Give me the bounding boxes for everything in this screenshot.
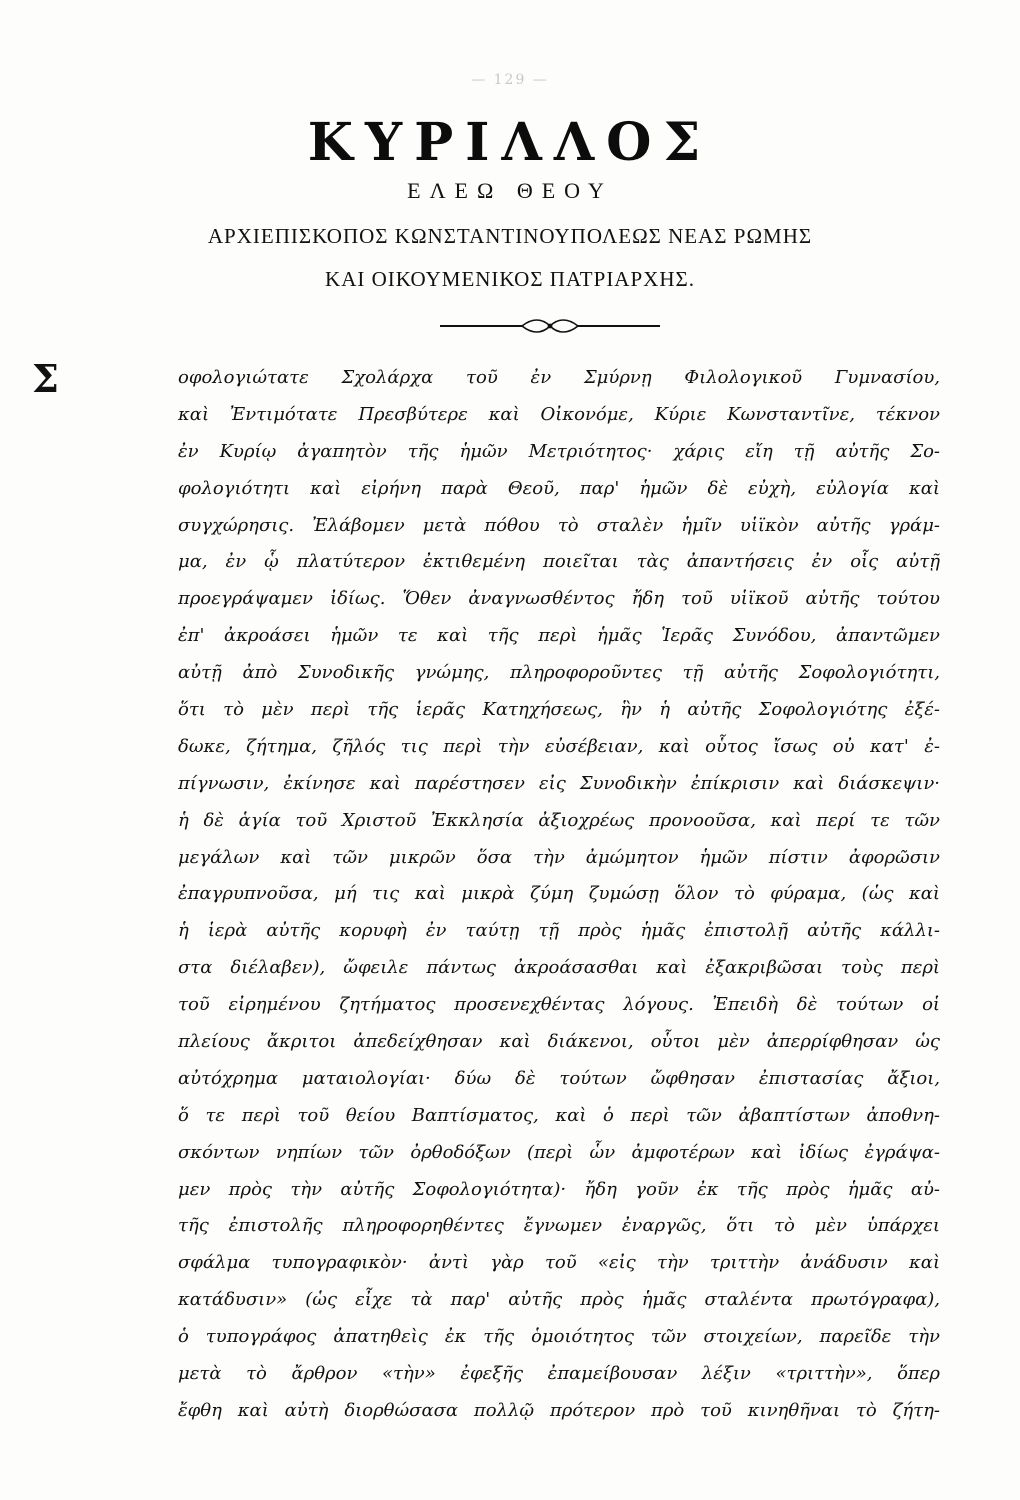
- drop-cap-initial: Σ: [32, 356, 59, 401]
- text-line: προεγράψαμεν ἰδίως. Ὅθεν ἀναγνωσθέντος ἤδη τοῦ υἱϊκοῦ αὐτῆς τούτου: [178, 588, 940, 610]
- text-line: δωκε, ζήτημα, ζῆλός τις περὶ τὴν εὐσέβειαν, καὶ οὗτος ἴσως οὐ κατ' ἐ-: [178, 735, 940, 757]
- text-line: μα, ἐν ᾧ πλατύτερον ἐκτιθεμένη ποιεῖται τὰς ἀπαντήσεις ἐν οἷς αὐτῇ: [178, 551, 940, 573]
- text-line: αὐτῇ ἀπὸ Συνοδικῆς γνώμης, πληροφοροῦντες τῇ αὐτῆς Σοφολογιότητι,: [178, 662, 940, 684]
- text-line: τῆς ἐπιστολῆς πληροφορηθέντες ἔγνωμεν ἐναργῶς, ὅτι τὸ μὲν ὑπάρχει: [178, 1215, 940, 1237]
- text-line: συγχώρησις. Ἐλάβομεν μετὰ πόθου τὸ σταλὲν ἡμῖν υἱϊκὸν αὐτῆς γράμ-: [178, 514, 940, 536]
- text-line: ὅ τε περὶ τοῦ θείου Βαπτίσματος, καὶ ὁ περὶ τῶν ἀβαπτίστων ἀποθνη-: [178, 1104, 940, 1126]
- text-line: ἐπαγρυπνοῦσα, μή τις καὶ μικρὰ ζύμη ζυμώσῃ ὅλον τὸ φύραμα, (ὡς καὶ: [178, 883, 940, 905]
- text-line: κατάδυσιν» (ὡς εἶχε τὰ παρ' αὐτῆς πρὸς ἡμᾶς σταλέντα πρωτόγραφα),: [178, 1289, 940, 1311]
- text-line: ὁ τυπογράφος ἀπατηθεὶς ἐκ τῆς ὁμοιότητος τῶν στοιχείων, παρεῖδε τὴν: [178, 1326, 940, 1348]
- heading-line-2: ΚΑΙ ΟΙΚΟΥΜΕΝΙΚΟΣ ΠΑΤΡΙΑΡΧΗΣ.: [325, 267, 695, 291]
- text-line: τοῦ εἰρημένου ζητήματος προσενεχθέντας λόγους. Ἐπειδὴ δὲ τούτων οἱ: [178, 994, 940, 1016]
- body-text: [178, 360, 940, 1430]
- document-title: ΚΥΡΙΛΛΟΣ: [307, 112, 713, 173]
- text-line: ἡ δὲ ἁγία τοῦ Χριστοῦ Ἐκκλησία ἀξιοχρέως προνοοῦσα, καὶ περί τε τῶν: [178, 809, 940, 831]
- text-line: μεγάλων καὶ τῶν μικρῶν ὅσα τὴν ἀμώμητον ἡμῶν πίστιν ἀφορῶσιν: [178, 846, 940, 868]
- document-subtitle: ΕΛΕΩ ΘΕΟΥ: [407, 178, 613, 203]
- text-line: μετὰ τὸ ἄρθρον «τὴν» ἐφεξῆς ἐπαμείβουσαν λέξιν «τριττὴν», ὅπερ: [178, 1363, 940, 1385]
- text-line: φολογιότητι καὶ εἰρήνη παρὰ Θεοῦ, παρ' ἡμῶν δὲ εὐχὴ, εὐλογία καὶ: [178, 477, 940, 499]
- text-line: στα διέλαβεν), ὤφειλε πάντως ἀκροάσασθαι καὶ ἐξακριβῶσαι τοὺς περὶ: [178, 957, 940, 979]
- text-line: καὶ Ἐντιμότατε Πρεσβύτερε καὶ Οἰκονόμε, Κύριε Κωνσταντῖνε, τέκνον: [178, 403, 940, 425]
- text-line: ἔφθη καὶ αὐτὴ διορθώσασα πολλῷ πρότερον πρὸ τοῦ κινηθῆναι τὸ ζήτη-: [178, 1399, 940, 1421]
- text-line: σκόντων νηπίων τῶν ὀρθοδόξων (περὶ ὧν ἀμφοτέρων καὶ ἰδίως ἐγράψα-: [178, 1141, 940, 1163]
- text-line: ἐπ' ἀκροάσει ἡμῶν τε καὶ τῆς περὶ ἡμᾶς Ἱερᾶς Συνόδου, ἀπαντῶμεν: [178, 625, 940, 647]
- text-line: ὅτι τὸ μὲν περὶ τῆς ἱερᾶς Κατηχήσεως, ἣν ἡ αὐτῆς Σοφολογιότης ἐξέ-: [178, 699, 940, 721]
- text-line: πίγνωσιν, ἐκίνησε καὶ παρέστησεν εἰς Συνοδικὴν ἐπίκρισιν καὶ διάσκεψιν·: [178, 772, 940, 794]
- text-line: μεν πρὸς τὴν αὐτῆς Σοφολογιότητα)· ἤδη γοῦν ἐκ τῆς πρὸς ἡμᾶς αὐ-: [178, 1178, 940, 1200]
- text-line: ἡ ἱερὰ αὐτῆς κορυφὴ ἐν ταύτῃ τῇ πρὸς ἡμᾶς ἐπιστολῇ αὐτῆς κάλλι-: [178, 920, 940, 942]
- text-line: πλείους ἄκριτοι ἀπεδείχθησαν καὶ διάκενοι, οὗτοι μὲν ἀπερρίφθησαν ὡς: [178, 1031, 940, 1053]
- text-line: οφολογιώτατε Σχολάρχα τοῦ ἐν Σμύρνῃ Φιλολογικοῦ Γυμνασίου,: [178, 367, 940, 388]
- page-number: — 129 —: [471, 72, 549, 88]
- ornament-divider-icon: [440, 314, 660, 338]
- text-line: αὐτόχρημα ματαιολογίαι· δύω δὲ τούτων ὤφθησαν ἐπιστασίας ἄξιοι,: [178, 1067, 940, 1089]
- text-line: σφάλμα τυπογραφικὸν· ἀντὶ γὰρ τοῦ «εἰς τὴν τριττὴν ἀνάδυσιν καὶ: [178, 1252, 940, 1274]
- text-line: ἐν Κυρίῳ ἀγαπητὸν τῆς ἡμῶν Μετριότητος· χάρις εἴη τῇ αὐτῆς Σο-: [178, 440, 940, 462]
- heading-line-1: ΑΡΧΙΕΠΙΣΚΟΠΟΣ ΚΩΝΣΤΑΝΤΙΝΟΥΠΟΛΕΩΣ ΝΕΑΣ ΡΩΜΗΣ: [207, 224, 813, 248]
